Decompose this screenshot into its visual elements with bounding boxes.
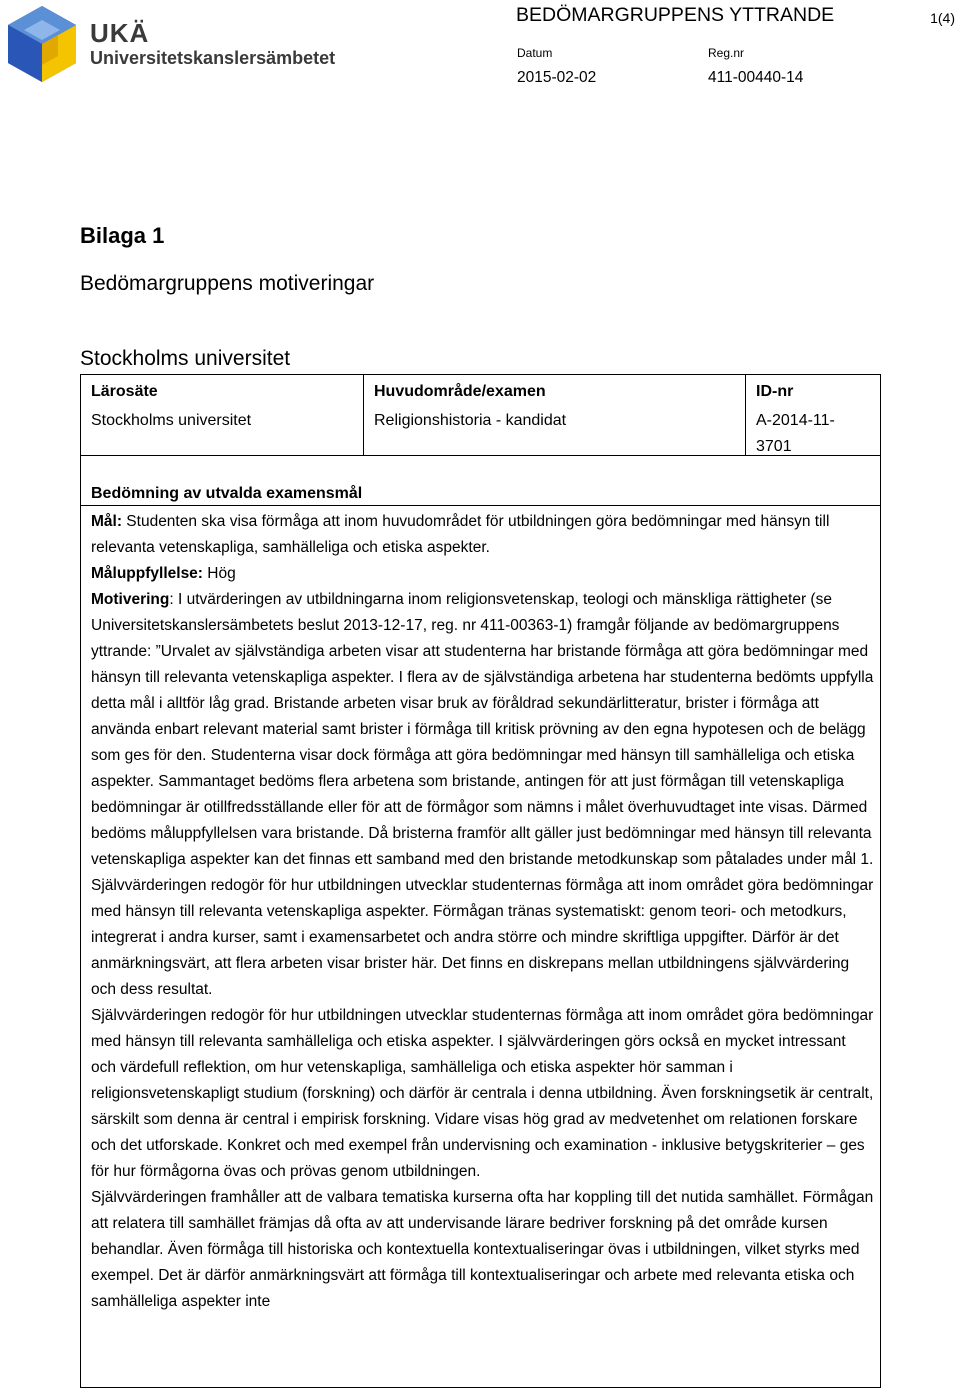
body-paragraph: Självvärderingen redogör för hur utbildningen utvecklar studenternas förmåga att inom området göra bedömningar med hänsyn till relevanta vetenskapliga aspekter. Förmågan tränas systematiskt: genom teori- och metodkurs, integrerat i andra kurser, samt i examensarbetet och andra större och mindre skriftliga uppgifter. Därför är det anmärkningsvärt, att flera arbeten visar brister här. Det finns en diskrepans mellan utbildningens självvärdering och dess resultat. xyxy=(91,877,874,998)
assessment-table xyxy=(80,374,881,1388)
idnr-value: A-2014-11-3701 xyxy=(756,412,835,455)
larosate-label: Lärosäte xyxy=(91,383,158,400)
fulfillment-paragraph xyxy=(91,561,874,587)
logo-full-name: Universitetskanslersämbetet xyxy=(90,48,336,68)
body-paragraph: Självvärderingen framhåller att de valbara tematiska kurserna ofta har koppling till det nutida samhället. Förmågan att relatera till samhället främjas då ofta av att undervisande lärare bedriver forskning på det område kursen behandlar. Även förmåga till historiska och kontextuella kontextualiseringar övas i utbildningen, vilket styrks med exempel. Det är därför anmärkningsvärt att förmåga till kontextualiseringar och arbete med relevanta etiska och samhälleliga aspekter inte xyxy=(91,1189,874,1310)
huvudomrade-value: Religionshistoria - kandidat xyxy=(374,412,567,429)
fulfillment-label: Måluppfyllelse: xyxy=(91,565,203,582)
larosate-value: Stockholms universitet xyxy=(91,412,252,429)
motivation-text: : I utvärderingen av utbildningarna inom religionsvetenskap, teologi och mänskliga rättigheter (se Universitetskanslersämbetets beslut 2013-12-17, reg. nr 411-00363-1) framgår följande av bedömargruppens yttrande: ”Urvalet av självständiga arbeten visar att studenterna har bristande förmåga att göra bedömningar med hänsyn till relevanta vetenskapliga aspekter. I flera av de självständiga arbetena har studenterna bedömts uppfylla detta mål i alltför låg grad. Bristande arbeten visar bruk av föråldrad sekundärlitteratur, brister i förmåga att använda enbart relevant material samt brister i förmåga till kritisk prövning av den egna hypotesen och de belägg som ges för den. Studenterna visar dock förmåga att göra bedömningar med hänsyn till samhälleliga och etiska aspekter. Sammantaget bedöms flera arbetena som bristande, antingen för att just förmågan till vetenskapliga bedömningar är otillfredsställande eller för att de förmågor som nämns i målet överhuvudtaget inte visas. Därmed bedöms måluppfyllelsen vara bristande. Då bristerna framför allt gäller just bedömningar med hänsyn till relevanta vetenskapliga aspekter kan det finnas ett samband med den bristande metodkunskap som påtalades under mål 1. xyxy=(91,591,874,868)
body-paragraph: Självvärderingen redogör för hur utbildningen utvecklar studenternas förmåga att inom området göra bedömningar med hänsyn till relevanta samhälleliga och etiska aspekter. I självvärderingen görs också en mycket intressant och värdefull reflektion, om hur vetenskapliga, samhälleliga och etiska aspekter hör samman i religionsvetenskapligt studium (forskning) och därför är centrala i denna utbildning. Även forskningsetik är centralt, särskilt som denna är central i empirisk forskning. Vidare visas hög grad av medvetenhet om relationen forskare och det utforskade. Konkret och med exempel från undervisning och examination - inklusive betygskriterier – ges för hur förmågorna övas och prövas genom utbildningen. xyxy=(91,1007,874,1180)
fulfillment-text: Hög xyxy=(202,565,236,582)
appendix-title: Bilaga 1 xyxy=(80,223,165,248)
motivation-label: Motivering xyxy=(91,591,170,608)
goal-text: Studenten ska visa förmåga att inom huvudområdet för utbildningen göra bedömningar med hänsyn till relevanta vetenskapliga, samhälleliga och etiska aspekter. xyxy=(91,513,830,556)
date-value: 2015-02-02 xyxy=(517,69,597,86)
info-row xyxy=(81,375,880,456)
page-number: 1(4) xyxy=(930,10,955,26)
section-title-row xyxy=(81,456,880,506)
document-header xyxy=(0,0,960,100)
logo-abbreviation: UKÄ xyxy=(90,18,150,48)
larosate-cell xyxy=(81,375,363,455)
idnr-label: ID-nr xyxy=(756,383,794,400)
uka-emblem-icon xyxy=(6,4,78,84)
date-label: Datum xyxy=(517,46,553,60)
assessment-content xyxy=(91,509,874,1315)
goal-label: Mål: xyxy=(91,513,122,530)
university-heading: Stockholms universitet xyxy=(80,347,291,370)
goal-paragraph xyxy=(91,509,874,561)
idnr-cell xyxy=(745,375,881,455)
section-title: Bedömning av utvalda examensmål xyxy=(91,485,363,502)
motivation-paragraph xyxy=(91,587,874,873)
document-title: BEDÖMARGRUPPENS YTTRANDE xyxy=(516,4,835,26)
huvudomrade-cell xyxy=(363,375,746,455)
regnr-label: Reg.nr xyxy=(708,46,745,60)
huvudomrade-label: Huvudområde/examen xyxy=(374,383,546,400)
appendix-subtitle: Bedömargruppens motiveringar xyxy=(80,272,375,295)
regnr-value: 411-00440-14 xyxy=(708,69,804,86)
uka-logo xyxy=(6,4,336,84)
